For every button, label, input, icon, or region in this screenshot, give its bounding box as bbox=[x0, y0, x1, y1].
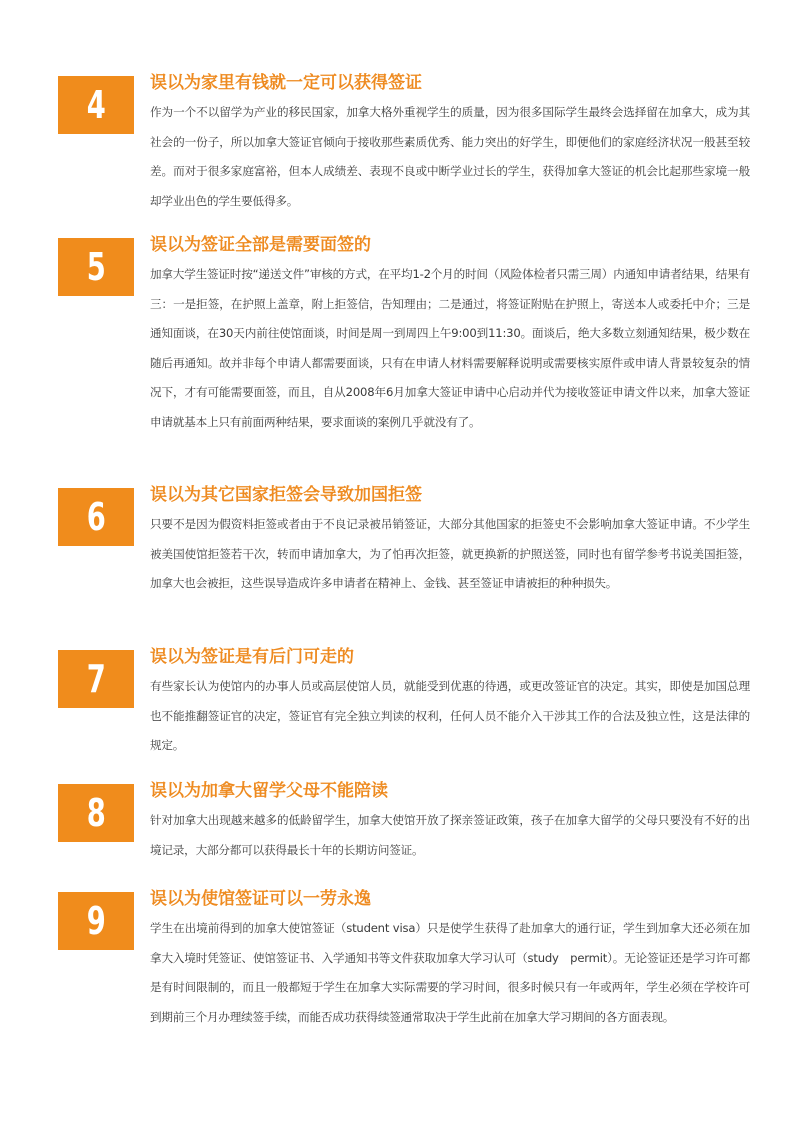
section-title: 误以为签证全部是需要面签的 bbox=[150, 235, 371, 255]
section-title: 误以为签证是有后门可走的 bbox=[150, 647, 354, 667]
section-number: 7 bbox=[86, 657, 106, 701]
section-number: 4 bbox=[86, 83, 106, 127]
section-body: 加拿大学生签证时按“递送文件”审核的方式，在平均1-2个月的时间（风险体检者只需三周）内通知申请者结果，结果有三：一是拒签，在护照上盖章，附上拒签信，告知理由；二是通过，将签证附贴在护照上，寄送本人或委托中介；三是通知面谈，在30天内前往使馆面谈，时间是周一到周四上午9:00到11:30。面谈后，绝大多数立刻通知结果，极少数在随后再通知。故并非每个申请人都需要面谈，只有在申请人材料需要解释说明或需要核实原件或申请人背景较复杂的情况下，才有可能需要面签，而且，自从2008年6月加拿大签证申请中心启动并代为接收签证申请文件以来，加拿大签证申请就基本上只有前面两种结果，要求面谈的案例几乎就没有了。 bbox=[150, 267, 750, 429]
section-body: 针对加拿大出现越来越多的低龄留学生，加拿大使馆开放了探亲签证政策，孩子在加拿大留学的父母只要没有不好的出境记录，大部分都可以获得最长十年的长期访问签证。 bbox=[150, 813, 750, 857]
section-number: 6 bbox=[86, 495, 106, 539]
section-body: 作为一个不以留学为产业的移民国家，加拿大格外重视学生的质量，因为很多国际学生最终会选择留在加拿大，成为其社会的一份子，所以加拿大签证官倾向于接收那些素质优秀、能力突出的好学生，即便他们的家庭经济状况一般甚至较差。而对于很多家庭富裕，但本人成绩差、表现不良或中断学业过长的学生，获得加拿大签证的机会比起那些家境一般却学业出色的学生要低得多。 bbox=[150, 105, 750, 208]
number-badge bbox=[58, 892, 134, 950]
number-badge bbox=[58, 650, 134, 708]
number-badge bbox=[58, 76, 134, 134]
number-badge bbox=[58, 238, 134, 296]
section-body: 有些家长认为使馆内的办事人员或高层使馆人员，就能受到优惠的待遇，或更改签证官的决定。其实，即使是加国总理也不能推翻签证官的决定，签证官有完全独立判读的权利，任何人员不能介入干涉其工作的合法及独立性，这是法律的规定。 bbox=[150, 679, 750, 752]
section-title: 误以为其它国家拒签会导致加国拒签 bbox=[150, 485, 422, 505]
section-number: 5 bbox=[86, 245, 106, 289]
section-title: 误以为使馆签证可以一劳永逸 bbox=[150, 889, 371, 909]
number-badge bbox=[58, 488, 134, 546]
section-number: 8 bbox=[86, 791, 106, 835]
section-body: 学生在出境前得到的加拿大使馆签证（student visa）只是使学生获得了赴加拿大的通行证，学生到加拿大还必须在加拿大入境时凭签证、使馆签证书、入学通知书等文件获取加拿大学习认可（study permit）。无论签证还是学习许可都是有时间限制的，而且一般都短于学生在加拿大实际需要的学习时间，很多时候只有一年或两年，学生必须在学校许可到期前三个月办理续签手续，而能否成功获得续签通常取决于学生此前在加拿大学习期间的各方面表现。 bbox=[150, 921, 750, 1024]
number-badge bbox=[58, 784, 134, 842]
section-body: 只要不是因为假资料拒签或者由于不良记录被吊销签证，大部分其他国家的拒签史不会影响加拿大签证申请。不少学生被美国使馆拒签若干次，转而申请加拿大，为了怕再次拒签，就更换新的护照送签，同时也有留学参考书说美国拒签，加拿大也会被拒，这些误导造成许多申请者在精神上、金钱、甚至签证申请被拒的种种损失。 bbox=[150, 517, 750, 590]
section-title: 误以为家里有钱就一定可以获得签证 bbox=[150, 73, 422, 93]
section-title: 误以为加拿大留学父母不能陪读 bbox=[150, 781, 388, 801]
section-number: 9 bbox=[86, 899, 106, 943]
